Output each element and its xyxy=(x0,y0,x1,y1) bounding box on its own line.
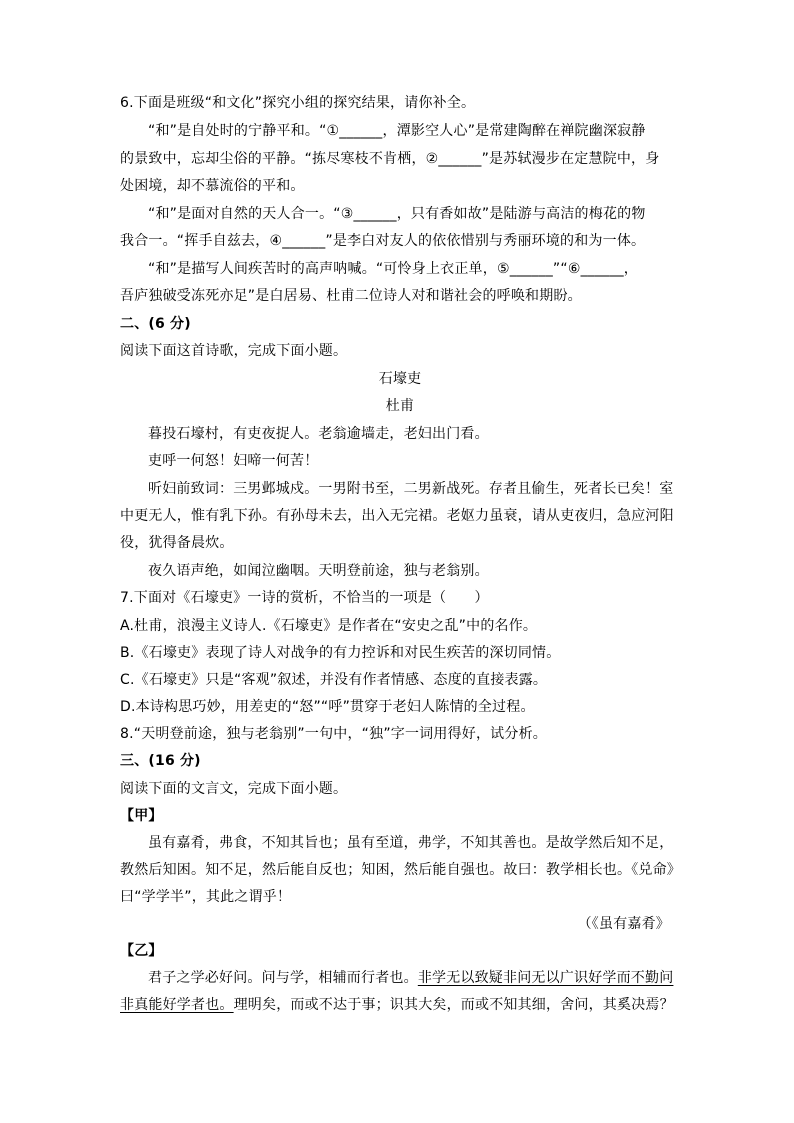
q6-title: 6.下面是班级“和文化”探究小组的探究结果，请你补全。 xyxy=(120,95,476,111)
yi-underlined-sentence: 非学无以致疑非问无以广识好学而不勤问 xyxy=(417,970,674,986)
yi-line1 xyxy=(148,968,708,988)
poem-line: 吏呼一何怒！妇啼一何苦！ xyxy=(148,453,319,469)
q7-option-c: C.《石壕吏》只是“客观”叙述，并没有作者情感、态度的直接表露。 xyxy=(120,672,548,688)
poem-line: 中更无人，惟有乳下孙。有孙母未去，出入无完裙。老妪力虽衰，请从吏夜归，急应河阳 xyxy=(120,508,674,524)
q7-option-b: B.《石壕吏》表现了诗人对战争的有力控诉和对民生疾苦的深切同情。 xyxy=(120,645,561,661)
q6-para3-line2: 吾庐独破受冻死亦足”是白居易、杜甫二位诗人对和谐社会的呼唤和期盼。 xyxy=(120,288,582,304)
poem-line: 夜久语声绝，如闻泣幽咽。天明登前途，独与老翁别。 xyxy=(148,563,489,579)
q7-option-a: A.杜甫，浪漫主义诗人.《石壕吏》是作者在“安史之乱”中的名作。 xyxy=(120,618,538,634)
q6-para2-line2: 我合一。“挥手自兹去，④______”是李白对友人的依依惜别与秀丽环境的和为一体。 xyxy=(120,233,646,249)
yi-line2 xyxy=(120,995,680,1015)
poem-title: 石壕吏 xyxy=(378,371,422,387)
q7-stem: 7.下面对《石壕吏》一诗的赏析，不恰当的一项是（ ） xyxy=(120,590,489,606)
jia-line: 曰“学学半”，其此之谓乎！ xyxy=(120,889,292,905)
q6-para1-line2: 的景致中，忘却尘俗的平静。“拣尽寒枝不肯栖，②______”是苏轼漫步在定慧院中，身 xyxy=(120,151,660,167)
q6-para1-line1: “和”是自处时的宁静平和。“①______，潭影空人心”是常建陶醉在禅院幽深寂静 xyxy=(148,123,646,139)
yi-label: 【乙】 xyxy=(120,943,163,959)
jia-label: 【甲】 xyxy=(120,808,163,824)
poem-author: 杜甫 xyxy=(385,398,415,414)
section2-header: 二、(6 分) xyxy=(120,316,191,332)
yi-underlined-sentence: 非真能好学者也。 xyxy=(120,997,234,1013)
jia-line: 虽有嘉肴，弗食，不知其旨也；虽有至道，弗学，不知其善也。是故学然后知不足， xyxy=(148,835,674,851)
q6-para3-line1: “和”是描写人间疾苦时的高声呐喊。“可怜身上衣正单，⑤______”“⑥______， xyxy=(148,261,638,277)
poem-line: 役，犹得备晨炊。 xyxy=(120,535,234,551)
jia-source: （《虽有嘉肴》 xyxy=(577,916,670,932)
yi-line1-plain: 君子之学必好问。问与学，相辅而行者也。 xyxy=(148,970,418,986)
yi-line2-plain: 理明矣，而或不达于事；识其大矣，而或不知其细，舍问，其奚决焉？ xyxy=(233,997,674,1013)
q7-option-d: D.本诗构思巧妙，用差吏的“怒”“呼”贯穿于老妇人陈情的全过程。 xyxy=(120,699,535,715)
jia-line: 教然后知困。知不足，然后能自反也；知困，然后能自强也。故曰：教学相长也。《兑命》 xyxy=(120,862,681,878)
poem-line: 暮投石壕村，有吏夜捉人。老翁逾墙走，老妇出门看。 xyxy=(148,426,489,442)
section3-instruction: 阅读下面的文言文，完成下面小题。 xyxy=(120,781,348,797)
poem-line: 听妇前致词：三男邺城戍。一男附书至，二男新战死。存者且偷生，死者长已矣！室 xyxy=(148,481,674,497)
section2-instruction: 阅读下面这首诗歌，完成下面小题。 xyxy=(120,343,348,359)
q8-stem: 8.“天明登前途，独与老翁别”一句中，“独”字一词用得好，试分析。 xyxy=(120,726,547,742)
q6-para1-line3: 处困境，却不慕流俗的平和。 xyxy=(120,178,305,194)
q6-para2-line1: “和”是面对自然的天人合一。“③______，只有香如故”是陆游与高洁的梅花的物 xyxy=(148,206,646,222)
section3-header: 三、(16 分) xyxy=(120,753,201,769)
